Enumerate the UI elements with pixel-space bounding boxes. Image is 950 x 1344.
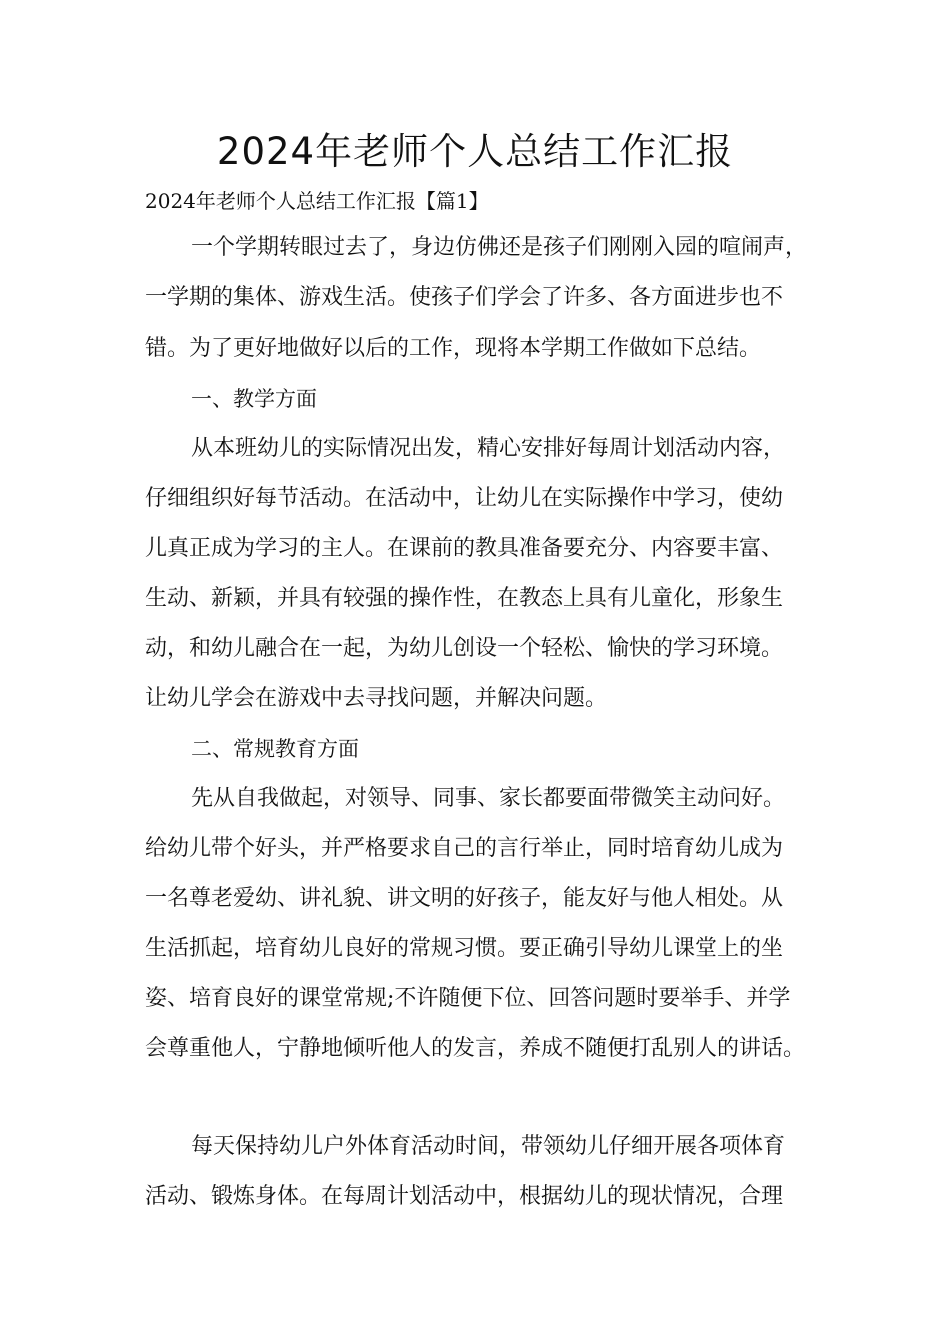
paragraph-line: 一学期的集体、游戏生活。使孩子们学会了许多、各方面进步也不 [145, 285, 784, 310]
paragraph-line: 让幼儿学会在游戏中去寻找问题，并解决问题。 [145, 686, 608, 711]
paragraph-line: 一名尊老爱幼、讲礼貌、讲文明的好孩子，能友好与他人相处。从 [145, 886, 784, 911]
paragraph-line: 仔细组织好每节活动。在活动中，让幼儿在实际操作中学习，使幼 [145, 486, 784, 511]
section-heading-routine: 二、常规教育方面 [191, 737, 359, 761]
paragraph-line: 生动、新颖，并具有较强的操作性，在教态上具有儿童化，形象生 [145, 586, 784, 611]
paragraph-line: 动，和幼儿融合在一起，为幼儿创设一个轻松、愉快的学习环境。 [145, 636, 784, 661]
paragraph-line: 会尊重他人，宁静地倾听他人的发言，养成不随便打乱别人的讲话。 [145, 1036, 806, 1061]
paragraph-line: 每天保持幼儿户外体育活动时间，带领幼儿仔细开展各项体育 [191, 1134, 786, 1159]
paragraph-line: 儿真正成为学习的主人。在课前的教具准备要充分、内容要丰富、 [145, 536, 784, 561]
paragraph-line: 一个学期转眼过去了，身边仿佛还是孩子们刚刚入园的喧闹声， [191, 235, 808, 260]
document-title: 2024年老师个人总结工作汇报 [216, 130, 734, 173]
section-heading-teaching: 一、教学方面 [191, 387, 317, 411]
paragraph-line: 从本班幼儿的实际情况出发，精心安排好每周计划活动内容， [191, 436, 786, 461]
paragraph-line: 生活抓起，培育幼儿良好的常规习惯。要正确引导幼儿课堂上的坐 [145, 936, 784, 961]
paragraph-line: 错。为了更好地做好以后的工作，现将本学期工作做如下总结。 [145, 336, 762, 361]
document-subtitle: 2024年老师个人总结工作汇报【篇1】 [145, 189, 489, 213]
paragraph-line: 姿、培育良好的课堂常规;不许随便下位、回答问题时要举手、并学 [145, 986, 791, 1011]
paragraph-line: 给幼儿带个好头，并严格要求自己的言行举止，同时培育幼儿成为 [145, 836, 784, 861]
paragraph-line: 活动、锻炼身体。在每周计划活动中，根据幼儿的现状情况，合理 [145, 1184, 784, 1209]
paragraph-line: 先从自我做起，对领导、同事、家长都要面带微笑主动问好。 [191, 786, 786, 811]
